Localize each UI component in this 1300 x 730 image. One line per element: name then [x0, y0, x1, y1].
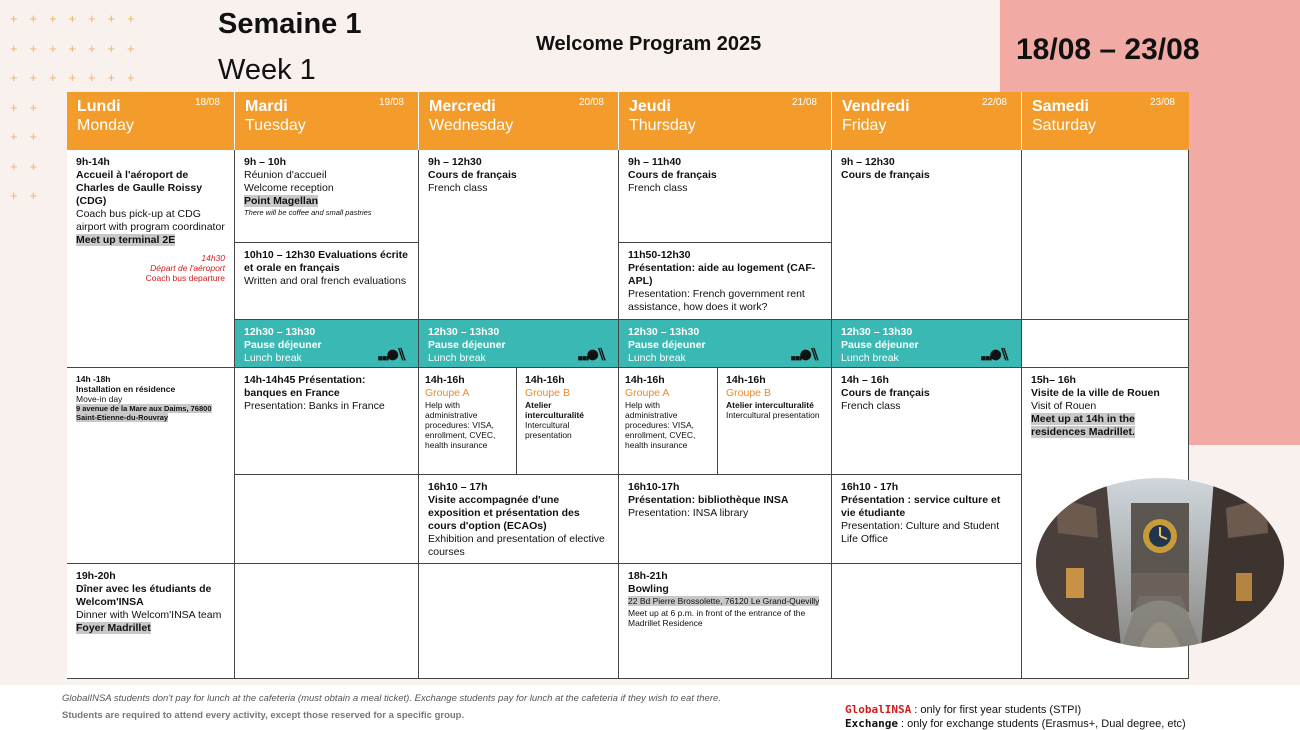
event-wednesday-group-a — [419, 368, 517, 475]
day-name-fr: Lundi — [77, 98, 121, 115]
day-name-fr: Vendredi — [842, 98, 910, 115]
event-time: 9h – 12h30 — [841, 156, 895, 168]
event-time: 12h30 – 13h30 — [841, 326, 913, 338]
meal-icon: ⑉⬤⑊ — [378, 345, 406, 364]
event-time: 14h-16h — [625, 374, 665, 386]
event-desc: Intercultural presentation — [726, 410, 820, 420]
plus-mark: + — [10, 11, 18, 26]
group-label: Groupe B — [525, 387, 570, 399]
rouen-clock-photo — [1036, 478, 1284, 648]
event-time: 15h– 16h — [1031, 374, 1076, 386]
event-title: Réunion d'accueil — [244, 169, 327, 181]
event-desc: Intercultural presentation — [525, 420, 572, 440]
event-desc: Move-in day — [76, 394, 123, 404]
empty-cell — [1022, 150, 1189, 320]
event-thursday-housing — [619, 243, 832, 320]
event-time: 9h – 10h — [244, 156, 287, 168]
event-tuesday-evaluation — [235, 243, 419, 320]
day-header-thursday — [619, 92, 832, 150]
event-title: Cours de français — [628, 169, 717, 181]
event-title: Installation en résidence — [76, 384, 176, 394]
plus-mark: + — [88, 70, 96, 85]
week-title-en: Week 1 — [218, 54, 316, 86]
event-time: 14h -18h — [76, 374, 111, 384]
event-friday-culture — [832, 475, 1022, 564]
event-time: 18h-21h — [628, 570, 668, 582]
day-header-tuesday — [235, 92, 419, 150]
event-title: Pause déjeuner — [244, 339, 322, 351]
event-desc: Welcome reception — [244, 182, 334, 194]
event-time: 14h – 16h — [841, 374, 889, 386]
departure-en: Coach bus departure — [145, 273, 225, 283]
departure-fr: Départ de l'aéroport — [150, 263, 225, 273]
plus-mark: + — [29, 129, 38, 144]
event-desc: Dinner with Welcom'INSA team — [76, 609, 222, 621]
event-time: 11h50-12h30 — [628, 249, 691, 261]
plus-mark: + — [49, 11, 57, 26]
plus-mark: + — [29, 158, 38, 174]
meal-icon: ⑉⬤⑊ — [981, 345, 1009, 364]
meal-icon: ⑉⬤⑊ — [791, 345, 819, 364]
event-wednesday-group-b — [517, 368, 619, 475]
day-header-monday — [67, 92, 235, 150]
event-desc: Presentation: French government rent assistance, how does it work? — [628, 288, 805, 313]
event-desc: Meet up at 6 p.m. in front of the entrance of the Madrillet Residence — [628, 608, 806, 628]
event-thursday-lunch — [619, 320, 832, 368]
event-title: 14h-14h45 Présentation: banques en France — [244, 374, 366, 399]
event-desc: French class — [841, 400, 901, 412]
event-address: 22 Bd Pierre Brossolette, 76120 Le Grand-Quevilly — [628, 596, 820, 606]
day-name-en: Saturday — [1032, 117, 1097, 134]
day-name-fr: Jeudi — [629, 98, 671, 115]
event-desc: Presentation: Culture and Student Life Office — [841, 520, 1000, 545]
plus-mark: + — [107, 11, 116, 26]
event-desc: Presentation: INSA library — [628, 507, 749, 519]
plus-mark: + — [68, 40, 77, 56]
event-time: 14h-16h — [525, 374, 565, 386]
event-time: 16h10 - 17h — [841, 481, 899, 493]
event-tuesday-reception — [235, 150, 419, 243]
event-thursday-group-b — [718, 368, 832, 475]
group-label: Groupe A — [425, 387, 470, 399]
event-desc: Lunch break — [628, 352, 686, 364]
plus-mark: + — [49, 40, 57, 56]
meeting-point: Meet up terminal 2E — [76, 234, 176, 246]
program-title: Welcome Program 2025 — [536, 33, 762, 55]
event-thursday-group-a — [619, 368, 718, 475]
day-date: 20/08 — [578, 97, 604, 108]
plus-mark: + — [49, 70, 57, 85]
event-title: Présentation: aide au logement (CAF- APL) — [628, 262, 816, 287]
plus-mark: + — [127, 40, 135, 56]
plus-mark: + — [88, 40, 96, 56]
event-time: 9h-14h — [76, 156, 110, 168]
day-name-fr: Samedi — [1032, 98, 1089, 115]
event-thursday-library — [619, 475, 832, 564]
day-date: 23/08 — [1149, 97, 1175, 108]
event-desc: Help with administrative procedures: VISA, enrollment, CVEC, health insurance — [425, 400, 496, 450]
plus-mark: + — [29, 188, 38, 203]
event-monday-airport — [67, 150, 235, 368]
event-wednesday-french — [419, 150, 619, 320]
event-title: Cours de français — [841, 387, 930, 399]
event-time: 19h-20h — [76, 570, 116, 582]
day-header-friday — [832, 92, 1022, 150]
day-date: 19/08 — [378, 97, 404, 108]
event-place: Point Magellan — [244, 195, 319, 207]
event-desc: French class — [628, 182, 688, 194]
event-desc: Lunch break — [244, 352, 302, 364]
residence-address: 9 avenue de la Mare aux Daims, 76800 Saint-Etienne-du-Rouvray — [76, 404, 212, 422]
event-title: Dîner avec les étudiants de Welcom'INSA — [76, 583, 212, 608]
day-header-saturday — [1022, 92, 1189, 150]
day-name-en: Friday — [842, 117, 887, 134]
event-time: 9h – 12h30 — [428, 156, 482, 168]
event-title: Accueil à l'aéroport de Charles de Gaulle Roissy (CDG) — [76, 169, 203, 207]
event-friday-lunch — [832, 320, 1022, 368]
legend-value: : only for first year students (STPI) — [911, 704, 1082, 716]
plus-mark: + — [29, 99, 38, 115]
day-date: 18/08 — [194, 97, 220, 108]
footer-note-attendance: Students are required to attend every activity, except those reserved for a specific group. — [62, 710, 465, 721]
event-time: 9h – 11h40 — [628, 156, 682, 168]
event-title: Présentation: bibliothèque INSA — [628, 494, 789, 506]
event-title: Atelier interculturalité — [726, 400, 814, 410]
meeting-point: Meet up at 14h in the residences Madrillet. — [1031, 413, 1135, 438]
event-title: Visite accompagnée d'une exposition et présentation des cours d'option (ECAOs) — [428, 494, 580, 532]
group-label: Groupe B — [726, 387, 771, 399]
event-tuesday-lunch — [235, 320, 419, 368]
event-note: There will be coffee and small pastries — [244, 208, 372, 217]
event-desc: Lunch break — [428, 352, 486, 364]
plus-mark: + — [29, 70, 38, 85]
plus-mark: + — [10, 70, 18, 85]
plus-mark: + — [10, 129, 18, 144]
event-time: 16h10-17h — [628, 481, 680, 493]
event-title: 10h10 – 12h30 Evaluations écrite et orale en français — [244, 249, 409, 274]
week-title-fr: Semaine 1 — [218, 8, 362, 40]
day-name-fr: Mercredi — [429, 98, 496, 115]
day-name-fr: Mardi — [245, 98, 288, 115]
legend-globalinsa — [845, 703, 1081, 716]
meal-icon: ⑉⬤⑊ — [578, 345, 606, 364]
event-time: 14h-16h — [425, 374, 465, 386]
plus-mark: + — [10, 40, 18, 56]
plus-mark: + — [10, 188, 18, 203]
plus-mark: + — [29, 11, 38, 26]
event-title: Présentation : service culture et vie étudiante — [841, 494, 1001, 519]
day-date: 21/08 — [791, 97, 817, 108]
event-title: Bowling — [628, 583, 669, 595]
event-desc: Presentation: Banks in France — [244, 400, 385, 412]
plus-mark: + — [68, 11, 77, 26]
plus-mark: + — [127, 11, 135, 26]
empty-cell — [832, 564, 1022, 679]
event-title: Visite de la ville de Rouen — [1031, 387, 1160, 399]
event-desc: Exhibition and presentation of elective courses — [428, 533, 605, 558]
plus-mark: + — [29, 40, 38, 56]
day-date: 22/08 — [981, 97, 1007, 108]
event-desc: Coach bus pick-up at CDG airport with program coordinator — [76, 208, 225, 233]
event-time: 12h30 – 13h30 — [628, 326, 700, 338]
empty-cell — [235, 564, 419, 679]
day-name-en: Tuesday — [245, 117, 306, 134]
event-desc: Lunch break — [841, 352, 899, 364]
day-name-en: Wednesday — [429, 117, 514, 134]
footer-note-lunch: GlobalINSA students don't pay for lunch at the cafeteria (must obtain a meal ticket). Exchange students pay for lunch at the cafeteria if they wish to eat there. — [62, 693, 721, 704]
event-monday-dinner — [67, 564, 235, 679]
event-title: Cours de français — [428, 169, 517, 181]
legend-key: Exchange — [845, 717, 898, 730]
event-desc: Help with administrative procedures: VISA, enrollment, CVEC, health insurance — [625, 400, 696, 450]
day-name-en: Monday — [77, 117, 134, 134]
plus-mark: + — [88, 11, 96, 26]
plus-mark: + — [127, 70, 135, 85]
week-dates: 18/08 – 23/08 — [1016, 33, 1200, 66]
event-wednesday-visit — [419, 475, 619, 564]
legend-key: GlobalINSA — [845, 703, 912, 716]
event-place: Foyer Madrillet — [76, 622, 151, 634]
event-friday-french-afternoon — [832, 368, 1022, 475]
event-thursday-bowling — [619, 564, 832, 679]
day-name-en: Thursday — [629, 117, 696, 134]
event-time: 12h30 – 13h30 — [244, 326, 316, 338]
legend-value: : only for exchange students (Erasmus+, Dual degree, etc) — [897, 718, 1186, 730]
plus-mark: + — [68, 70, 77, 85]
plus-mark: + — [10, 158, 18, 174]
event-title: Atelier interculturalité — [525, 400, 585, 420]
plus-mark: + — [10, 99, 18, 115]
event-wednesday-lunch — [419, 320, 619, 368]
event-title: Pause déjeuner — [428, 339, 506, 351]
event-tuesday-banks — [235, 368, 419, 475]
departure-time: 14h30 — [201, 253, 225, 263]
event-desc: French class — [428, 182, 488, 194]
event-friday-french — [832, 150, 1022, 320]
group-label: Groupe A — [625, 387, 670, 399]
event-title: Pause déjeuner — [628, 339, 706, 351]
empty-cell — [419, 564, 619, 679]
event-time: 14h-16h — [726, 374, 766, 386]
event-time: 16h10 – 17h — [428, 481, 488, 493]
plus-mark: + — [107, 70, 116, 85]
event-thursday-french — [619, 150, 832, 243]
plus-mark: + — [107, 40, 116, 56]
empty-cell — [235, 475, 419, 564]
event-desc: Written and oral french evaluations — [244, 275, 407, 287]
event-time: 12h30 – 13h30 — [428, 326, 500, 338]
legend-exchange — [845, 717, 1186, 730]
event-title: Cours de français — [841, 169, 930, 181]
event-monday-residence — [67, 368, 235, 564]
day-header-wednesday — [419, 92, 619, 150]
event-title: Pause déjeuner — [841, 339, 919, 351]
empty-cell — [1022, 320, 1189, 368]
event-desc: Visit of Rouen — [1031, 400, 1097, 412]
